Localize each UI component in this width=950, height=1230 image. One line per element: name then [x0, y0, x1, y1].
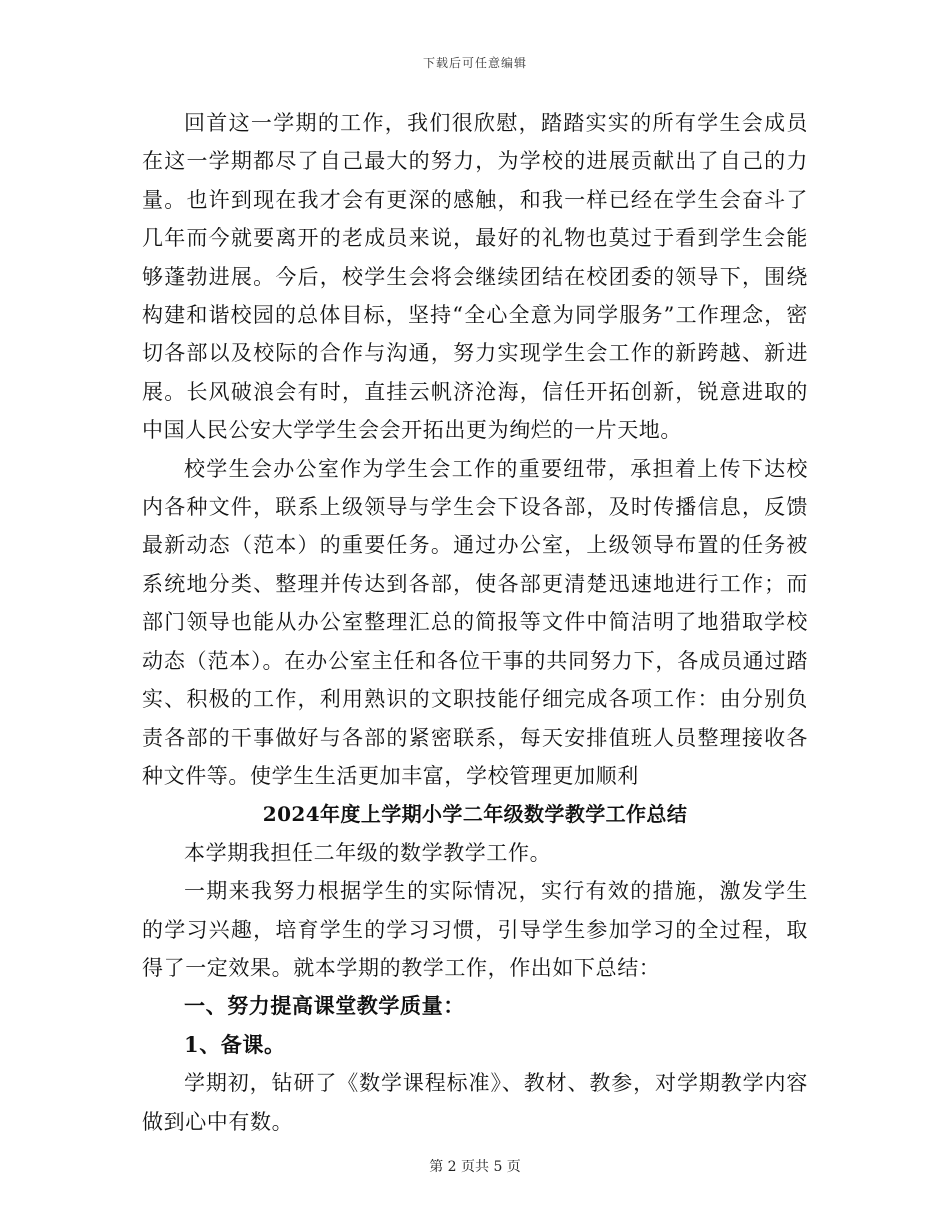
paragraph-teaching-assignment: 本学期我担任二年级的数学教学工作。	[184, 840, 552, 865]
paragraph-teaching-summary-intro: 一期来我努力根据学生的实际情况，实行有效的措施，激发学生的学习兴趣，培育学生的学习习惯，引导学生参加学习的全过程，取得了一定效果。就本学期的教学工作，作出如下总结：	[142, 879, 808, 980]
section-heading-classroom-quality: 一、努力提高课堂教学质量：	[184, 993, 465, 1019]
subsection-heading-lesson-prep: 1、备课。	[184, 1031, 286, 1057]
paragraph-lesson-prep: 学期初，钻研了《数学课程标准》、教材、教参，对学期教学内容做到心中有数。	[142, 1071, 808, 1134]
page-header: 下载后可任意编辑	[422, 56, 527, 70]
page-footer: 第 2 页共 5 页	[429, 1159, 521, 1175]
paragraph-student-union-review: 回首这一学期的工作，我们很欣慰，踏踏实实的所有学生会成员在这一学期都尽了自己最大的努力，为学校的进展贡献出了自己的力量。也许到现在我才会有更深的感触，和我一样已经在学生会奋斗了几年而今就要离开的老成员来说，最好的礼物也莫过于看到学生会能够蓬勃进展。今后，校学生会将会继续团结在校团委的领导下，围绕构建和谐校园的总体目标，坚持“全心全意为同学服务”工作理念，密切各部以及校际的合作与沟通，努力实现学生会工作的新跨越、新进展。长风破浪会有时，直挂云帆济沧海，信任开拓创新，锐意进取的中国人民公安大学学生会会开拓出更为绚烂的一片天地。	[142, 111, 808, 443]
paragraph-office-role: 校学生会办公室作为学生会工作的重要纽带，承担着上传下达校内各种文件，联系上级领导与学生会下设各部，及时传播信息，反馈最新动态（范本）的重要任务。通过办公室，上级领导布置的任务被系统地分类、整理并传达到各部，使各部更清楚迅速地进行工作；而部门领导也能从办公室整理汇总的简报等文件中简洁明了地猎取学校动态（范本）。在办公室主任和各位干事的共同努力下，各成员通过踏实、积极的工作，利用熟识的文职技能仔细完成各项工作：由分别负责各部的干事做好与各部的紧密联系，每天安排值班人员整理接收各种文件等。使学生生活更加丰富，学校管理更加顺利	[142, 456, 808, 788]
document-title: 2024年度上学期小学二年级数学教学工作总结	[262, 802, 688, 827]
document-body	[142, 104, 808, 1141]
